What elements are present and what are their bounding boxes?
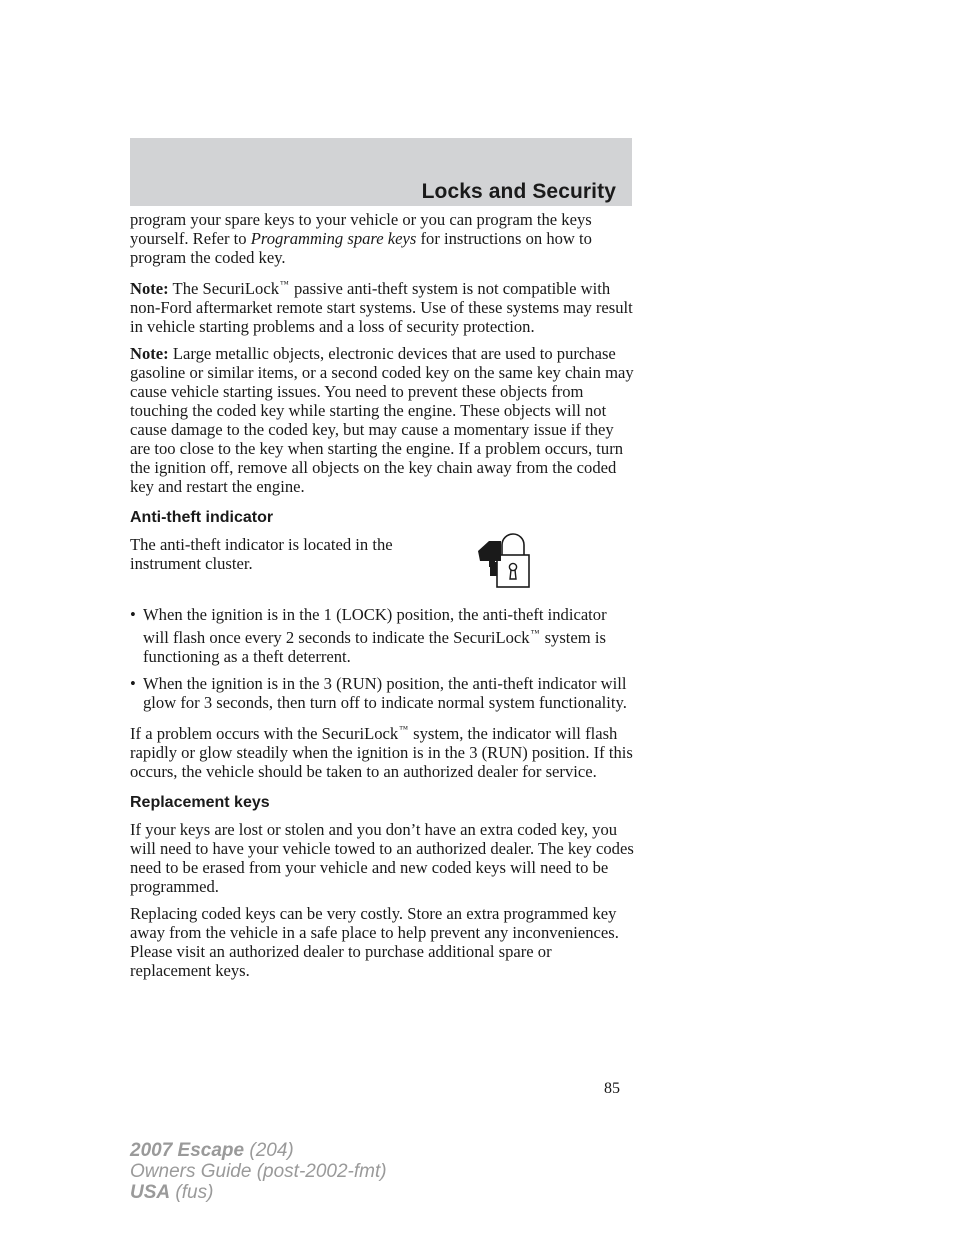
heading-anti-theft-indicator: Anti-theft indicator	[130, 509, 274, 526]
list-item: • When the ignition is in the 3 (RUN) position, the anti-theft indicator will glow for 3 seconds, then turn off to indicate normal system functionality.	[130, 674, 635, 712]
section-title: Locks and Security	[421, 180, 616, 203]
car-with-padlock-icon	[475, 525, 539, 591]
reference-programming-spare-keys: Programming spare keys	[250, 229, 417, 248]
heading-replacement-keys: Replacement keys	[130, 794, 270, 811]
footer-line-guide: Owners Guide (post-2002-fmt)	[130, 1161, 387, 1182]
note-metallic-objects: Note: Large metallic objects, electronic devices that are used to purchase gasoline or similar items, or a second coded key on the same key chain may cause vehicle starting issues. You need to prevent these objects from touching the coded key while starting the engine. These objects will not cause damage to the coded key, but may cause a momentary issue if they are too close to the key when starting the engine. If a problem occurs, turn the ignition off, remove all objects on the key chain away from the coded key and restart the engine.	[130, 344, 634, 496]
trademark-symbol: ™	[399, 724, 409, 734]
footer-edition	[130, 1140, 387, 1203]
trademark-symbol: ™	[280, 279, 289, 289]
note-label: Note:	[130, 279, 169, 298]
trademark-symbol: ™	[530, 628, 540, 638]
footer-line-model: 2007 Escape (204)	[130, 1140, 294, 1161]
note-remote-start: Note: The SecuriLock™ passive anti-theft system is not compatible with non-Ford aftermarket remote start systems. Use of these systems may result in vehicle starting problems and a loss of security protection.	[130, 279, 633, 336]
indicator-row	[130, 535, 635, 599]
paragraph-lost-keys: If your keys are lost or stolen and you don’t have an extra coded key, you will need to have your vehicle towed to an authorized dealer. The key codes need to be erased from your vehicle and new coded keys will need to be programmed.	[130, 820, 634, 896]
note-label: Note:	[130, 344, 169, 363]
indicator-bullet-list	[130, 605, 635, 712]
header-band	[130, 138, 632, 206]
page-content	[130, 210, 635, 988]
page-number: 85	[604, 1080, 620, 1097]
indicator-location-text: The anti-theft indicator is located in the instrument cluster.	[130, 535, 393, 573]
footer-line-market: USA (fus)	[130, 1182, 214, 1203]
paragraph-problem: If a problem occurs with the SecuriLock™ system, the indicator will flash rapidly or glow steadily when the ignition is in the 3 (RUN) position. If this occurs, the vehicle should be taken to an authorized dealer for service.	[130, 724, 633, 781]
list-item: • When the ignition is in the 1 (LOCK) position, the anti-theft indicator will flash once every 2 seconds to indicate the SecuriLock™ system is functioning as a theft deterrent.	[130, 605, 635, 666]
paragraph-spare-keys: program your spare keys to your vehicle or you can program the keys yourself. Refer to Programming spare keys for instructions on how to program the coded key.	[130, 210, 592, 267]
paragraph-costly-keys: Replacing coded keys can be very costly. Store an extra programmed key away from the vehicle in a safe place to help prevent any inconveniences. Please visit an authorized dealer to purchase additional spare or replacement keys.	[130, 904, 619, 980]
